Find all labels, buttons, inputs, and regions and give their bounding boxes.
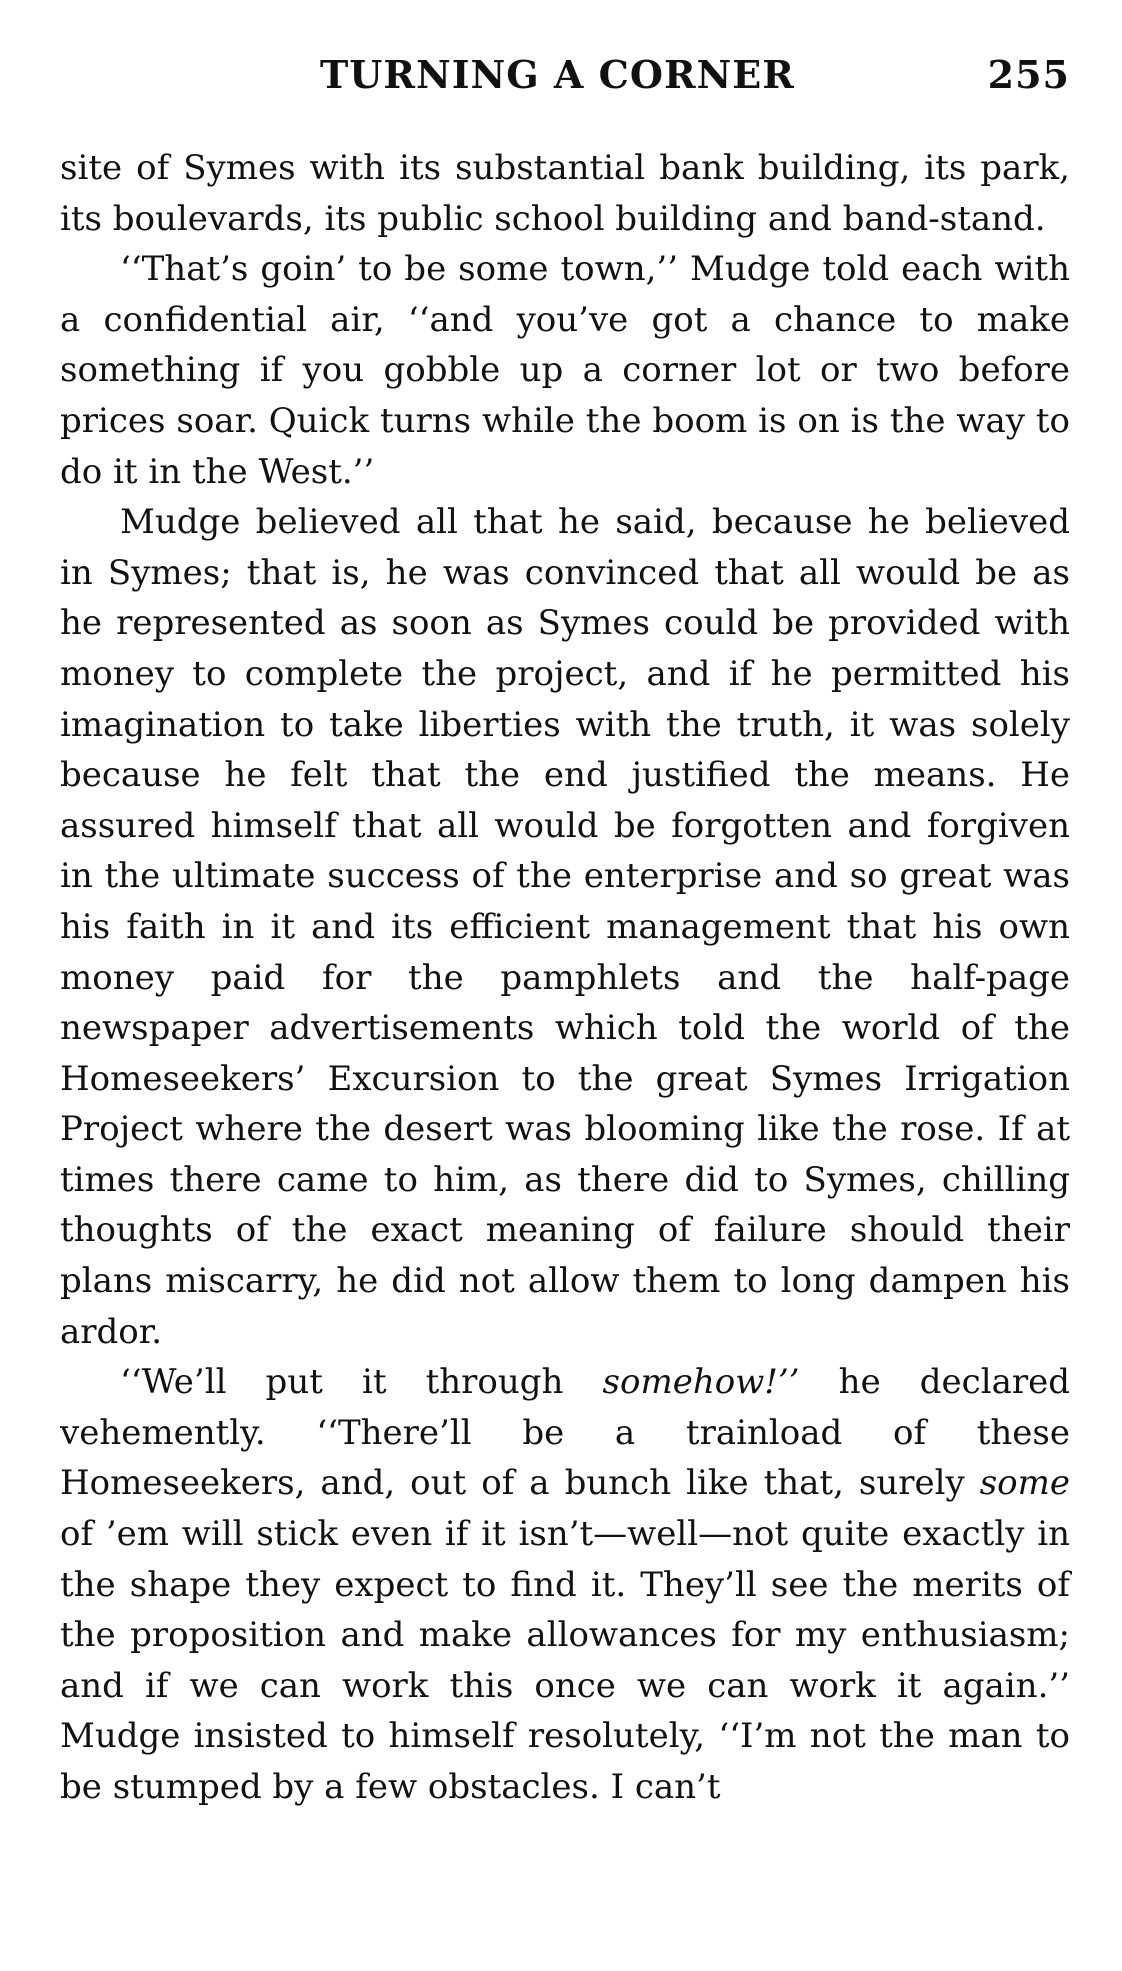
- body-text: [60, 143, 1070, 1813]
- paragraph-continuation: site of Symes with its substantial bank building, its park, its boulevards, its public school building and band-stand.: [60, 148, 1070, 239]
- page-number: 255: [987, 52, 1070, 97]
- paragraph-put-it-through: [60, 1357, 1070, 1812]
- paragraph-mudge-town: ‘‘That’s goin’ to be some town,’’ Mudge told each with a confidential air, ‘‘and you’ve got a chance to make something if you gobble up a corner lot or two before prices soar. Quick turns while the boom is on is the way to do it in the West.’’: [60, 249, 1070, 492]
- paragraph-mudge-believed: Mudge believed all that he said, because he believed in Symes; that is, he was convinced that all would be as he represented as soon as Symes could be provided with money to complete the project, and if he permitted his imagination to take liberties with the truth, it was solely because he felt that the end justified the means. He assured himself that all would be forgotten and forgiven in the ultimate success of the enterprise and so great was his faith in it and its efficient management that his own money paid for the pamphlets and the half-page newspaper advertisements which told the world of the Homeseekers’ Excursion to the great Symes Irrigation Project where the desert was blooming like the rose. If at times there came to him, as there did to Symes, chilling thoughts of the exact meaning of failure should their plans miscarry, he did not allow them to long dampen his ardor.: [60, 502, 1070, 1352]
- italic-somehow: somehow!’’: [602, 1362, 800, 1403]
- chapter-title: TURNING A CORNER: [320, 52, 795, 97]
- italic-some: some: [979, 1463, 1070, 1504]
- text-run: of ’em will stick even if it isn’t—well—not quite exactly in the shape they expect to find it. They’ll see the merits of the proposition and make allowances for my enthusiasm; and if we can work this once we can work it again.’’ Mudge insisted to himself resolutely, ‘‘I’m not the man to be stumped by a few obstacles. I can’t: [60, 1514, 1070, 1807]
- running-header: [60, 52, 1070, 102]
- text-run: he declared vehemently. ‘‘There’ll be a trainload of these Homeseekers, and, out of a bunch like that, surely: [60, 1362, 1070, 1504]
- text-run: ‘‘We’ll put it through: [120, 1362, 603, 1403]
